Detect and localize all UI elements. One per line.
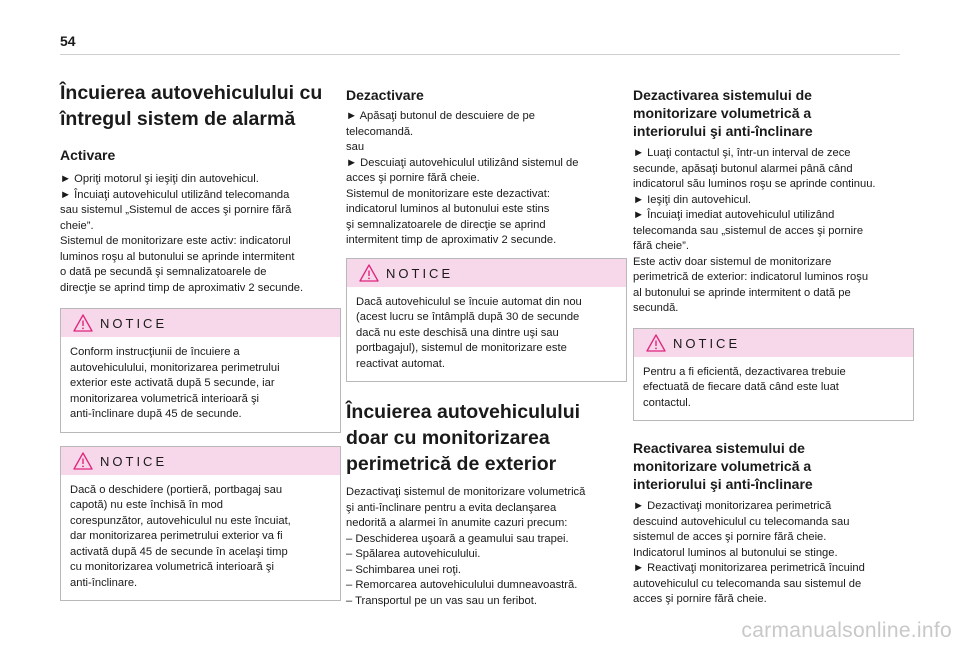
section-title: Încuierea autovehiculului doar cu monitorizarea perimetrică de exterior [346,401,581,475]
notice-header [634,329,913,357]
notice-header [61,447,340,475]
notice-header [347,259,626,287]
notice-title: NOTICE [673,335,741,351]
notice-box [346,258,627,383]
activare-heading: Activare [60,147,116,163]
notice-text: Dacă o deschidere (portieră, portbagaj sau capotă) nu este închisă în mod corespunzător, autovehiculul nu este încuiat, dar monitorizarea perimetrului exterior va fi activată după 45 de secunde în acelaşi timp cu monitorizarea volumetrică interioară şi anti-înclinare. [70,483,291,589]
perimetric-text: Dezactivaţi sistemul de monitorizare volumetrică şi anti-înclinare pentru a evita declanşarea nedorită a alarmei în anumite cazuri precum: – Deschiderea uşoară a geamului sau trapei. – Spălarea autovehiculului. – Schimbarea unei roţi. – Remorcarea autovehiculului dumneavoastră. – Transportul pe un vas sau un feribot. [346,486,586,607]
notice-box [60,308,341,433]
dezactivare-heading: Dezactivare [346,87,424,103]
column-left [60,80,341,601]
column-middle [346,86,627,609]
notice-box [633,328,914,422]
column-right [633,86,914,608]
notice-title: NOTICE [100,453,168,469]
warning-icon [73,314,93,332]
notice-header [61,309,340,337]
watermark: carmanualsonline.info [741,619,952,642]
top-rule [60,54,900,55]
notice-text: Pentru a fi eficientă, dezactivarea trebuie efectuată de fiecare dată când este luat contactul. [643,365,846,409]
dezactivare-volumetric-text: ► Luaţi contactul şi, într-un interval de zece secunde, apăsaţi butonul alarmei până când indicatorul său luminos roşu se aprinde continuu. ► Ieşiţi din autovehicul. ► Încuiaţi imediat autovehiculul utilizând telecomanda sau „sistemul de acces şi pornire fără cheie”. Este activ doar sistemul de monitorizare perimetrică de exterior: indicatorul luminos roşu al butonului se aprinde intermitent o dată pe secundă. [633,147,876,314]
reactivare-text: ► Dezactivaţi monitorizarea perimetrică descuind autovehiculul cu telecomanda sau sistemul de acces şi pornire fără cheie. Indicatorul luminos al butonului se stinge. ► Reactivaţi monitorizarea perimetrică încuind autovehiculul cu telecomanda sau sistemul de acces şi pornire fără cheie. [633,500,865,605]
notice-text: Conform instrucţiunii de încuiere a autovehiculului, monitorizarea perimetrului exterior este activată după 5 secunde, iar monitorizarea volumetrică interioară şi anti-înclinare după 45 de secunde. [70,346,280,420]
dezactivare-volumetric-heading: Dezactivarea sistemului de monitorizare volumetrică a interiorului şi anti-înclinare [633,87,813,139]
notice-title: NOTICE [386,265,454,281]
warning-icon [359,264,379,282]
activare-text: ► Opriţi motorul şi ieşiţi din autovehicul. ► Încuiaţi autovehiculul utilizând telecomanda sau sistemul „Sistemul de acces şi pornire fără cheie”. Sistemul de monitorizare este activ: indicatorul luminos roşu al butonului se aprinde intermitent o dată pe secundă şi semnalizatoarele de direcţie se aprind timp de aproximativ 2 secunde. [60,173,304,294]
page-number: 54 [60,33,76,49]
dezactivare-text: ► Apăsaţi butonul de descuiere de pe telecomandă. sau ► Descuiaţi autovehiculul utilizând sistemul de acces şi pornire fără cheie. Sistemul de monitorizare este dezactivat: indicatorul luminos al butonului este stins şi semnalizatoarele de direcţie se aprind intermitent timp de aproximativ 2 secunde. [346,110,579,246]
reactivare-heading: Reactivarea sistemului de monitorizare volumetrică a interiorului şi anti-înclinare [633,440,813,492]
warning-icon [73,452,93,470]
notice-text: Dacă autovehiculul se încuie automat din nou (acest lucru se întâmplă după 30 de secunde dacă nu este deschisă una dintre uşi sau portbagajul), sistemul de monitorizare este reactivat automat. [356,295,582,370]
section-title: Încuierea autovehiculului cu întregul sistem de alarmă [60,82,323,130]
notice-title: NOTICE [100,316,168,331]
warning-icon [646,334,666,352]
notice-box [60,446,341,602]
